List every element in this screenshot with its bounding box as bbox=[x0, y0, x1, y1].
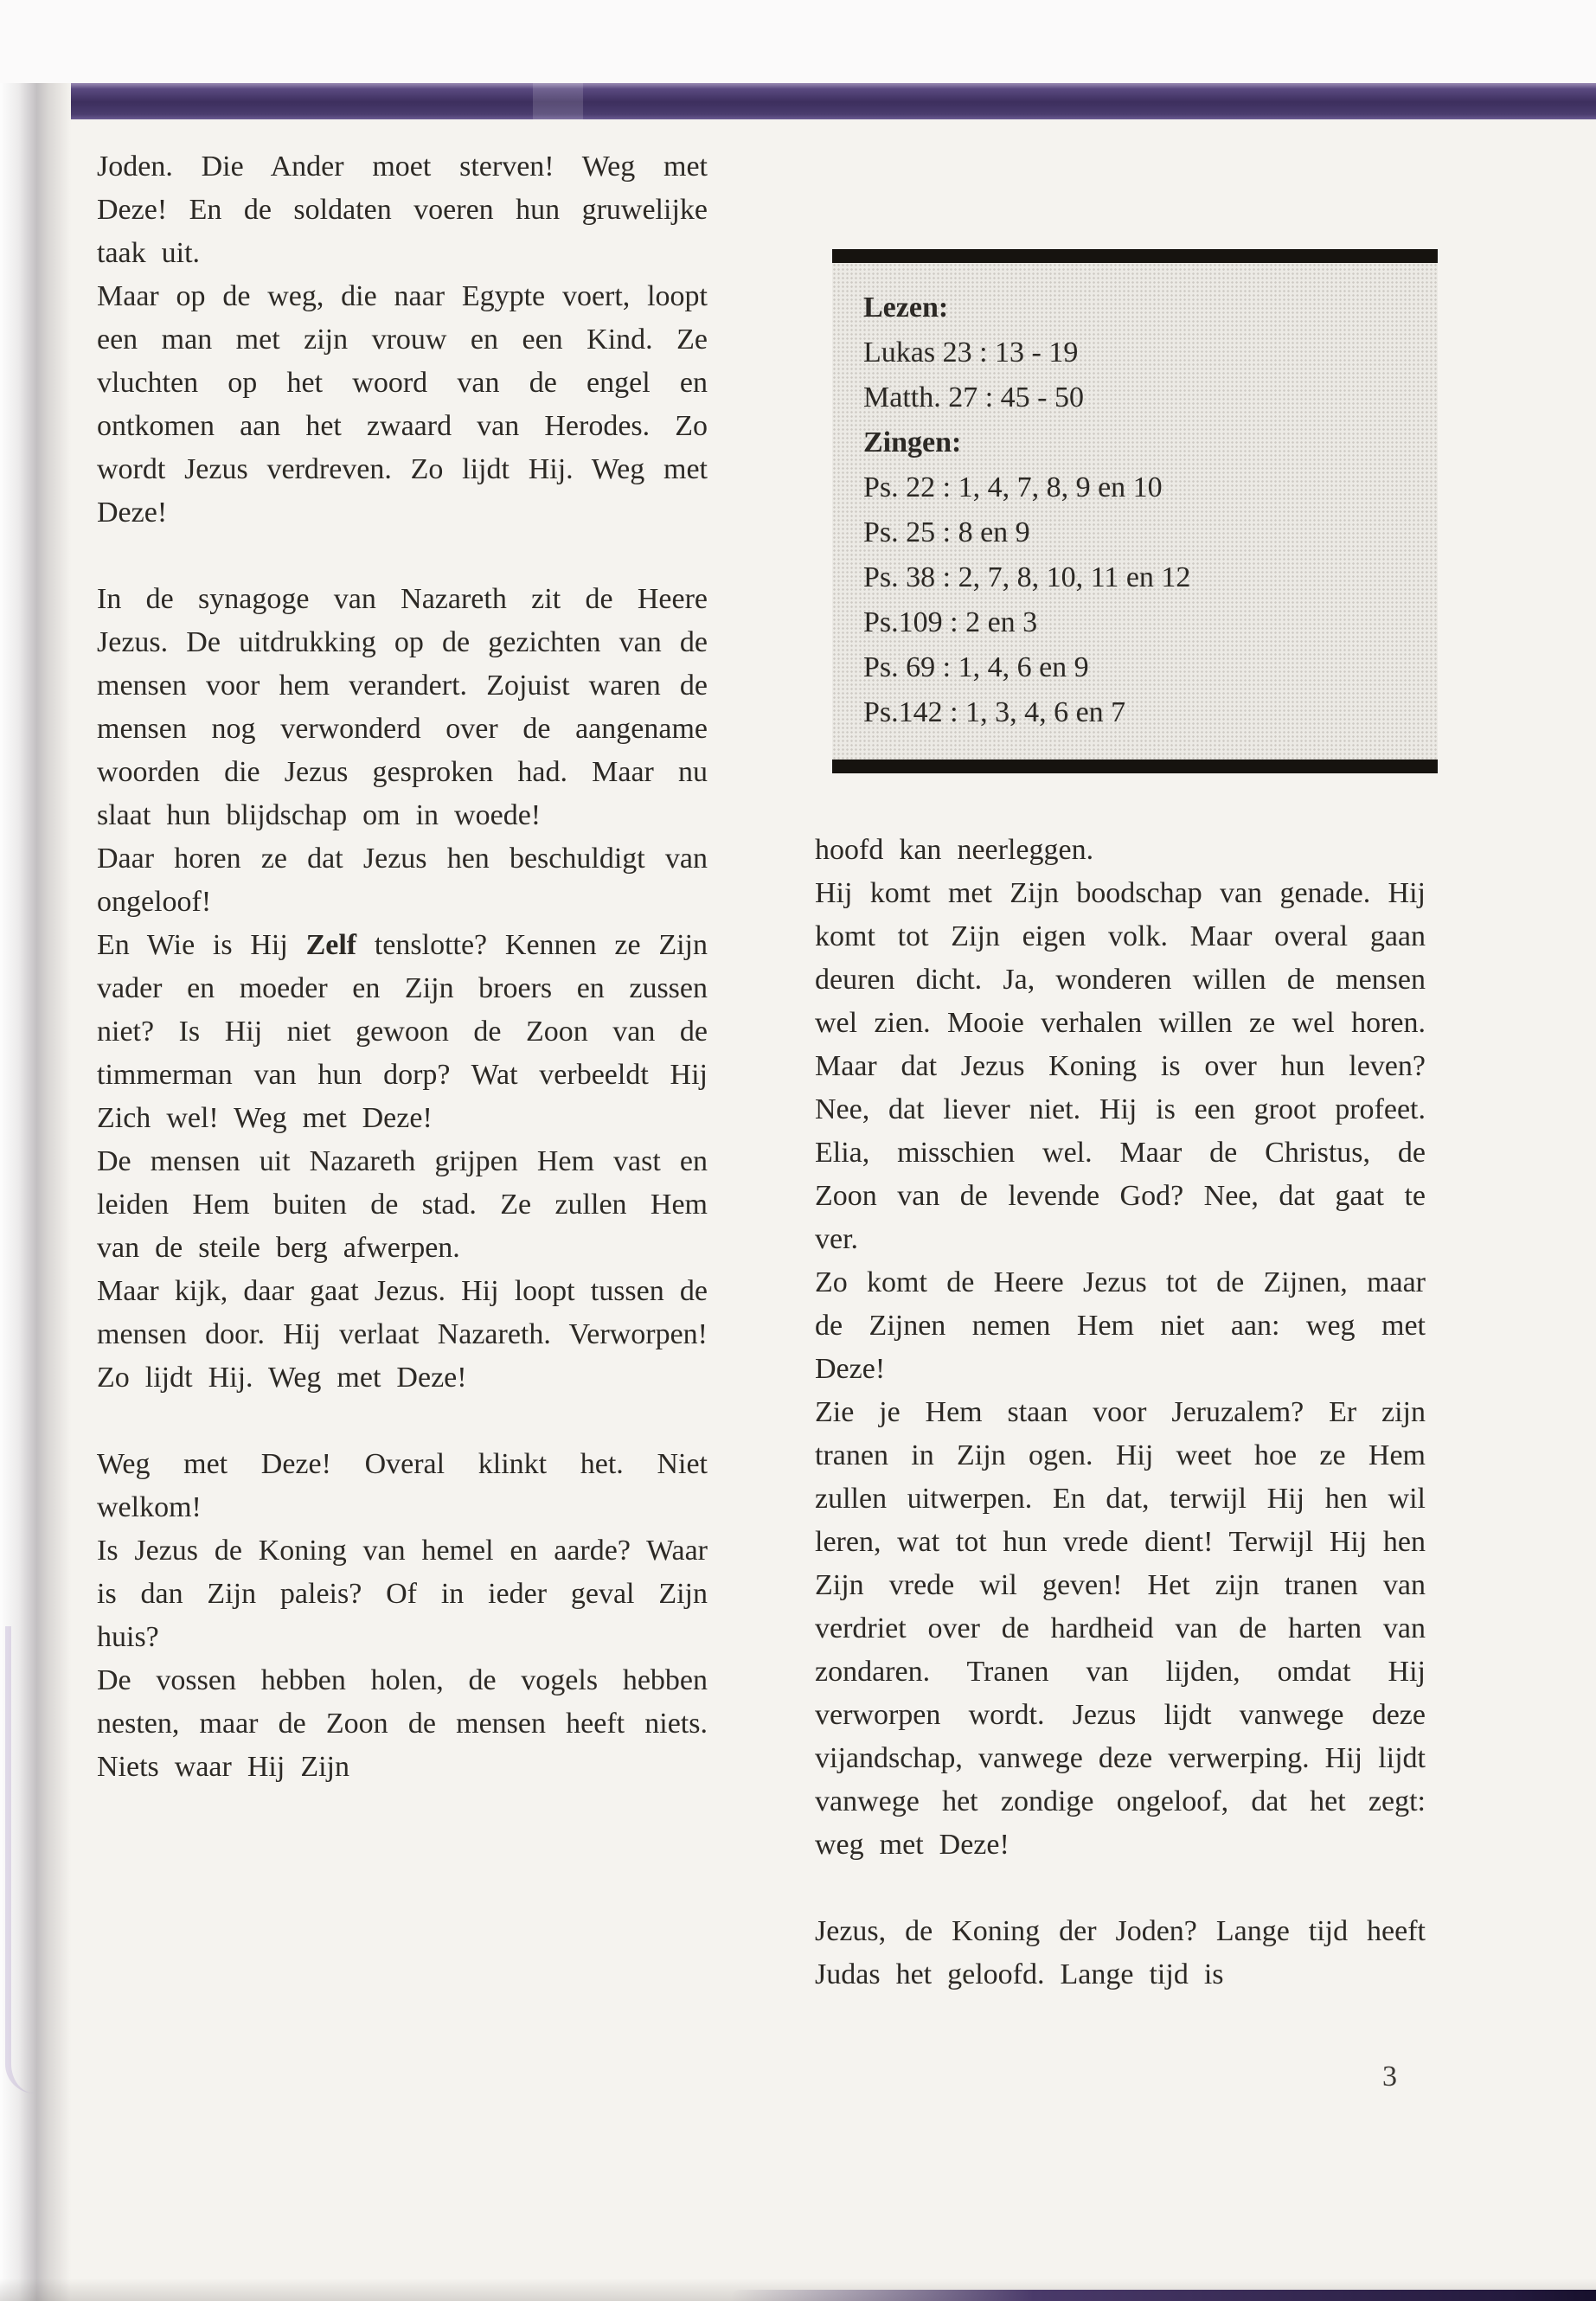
reading-box-line: Lezen: bbox=[863, 292, 949, 324]
paragraph: Is Jezus de Koning van hemel en aarde? Waar is dan Zijn paleis? Of in ieder geval Zijn huis? bbox=[97, 1535, 708, 1653]
reading-box-top-bar bbox=[832, 249, 1438, 263]
paragraph: Maar kijk, daar gaat Jezus. Hij loopt tussen de mensen door. Hij verlaat Nazareth. Verworpen! Zo lijdt Hij. Weg met Deze! bbox=[97, 1275, 708, 1394]
paragraph: Maar op de weg, die naar Egypte voert, loopt een man met zijn vrouw en een Kind. Ze vluchten op het woord van de engel en ontkomen aan het zwaard van Herodes. Zo wordt Jezus verdreven. Zo lijdt Hij. Weg met Deze! bbox=[97, 280, 708, 529]
paragraph: Joden. Die Ander moet sterven! Weg met Deze! En de soldaten voeren hun gruwelijke taak uit. bbox=[97, 151, 708, 269]
reading-box-line: Ps. 22 : 1, 4, 7, 8, 9 en 10 bbox=[863, 471, 1163, 503]
paragraph: De mensen uit Nazareth grijpen Hem vast en leiden Hem buiten de stad. Ze zullen Hem van de steile berg afwerpen. bbox=[97, 1145, 708, 1264]
reading-box-line: Matth. 27 : 45 - 50 bbox=[863, 381, 1084, 413]
page-number: 3 bbox=[1382, 2061, 1397, 2093]
paragraph: Weg met Deze! Overal klinkt het. Niet welkom! bbox=[97, 1448, 708, 1523]
top-purple-band bbox=[55, 83, 1596, 119]
reading-box bbox=[832, 249, 1438, 773]
paragraph: Zo komt de Heere Jezus tot de Zijnen, maar de Zijnen nemen Hem niet aan: weg met Deze! bbox=[815, 1266, 1426, 1385]
book-cover-edge bbox=[731, 2290, 1596, 2301]
reading-box-line: Ps.142 : 1, 3, 4, 6 en 7 bbox=[863, 696, 1126, 728]
paragraph: En Wie is Hij Zelf tenslotte? Kennen ze Zijn vader en moeder en Zijn broers en zussen niet? Is Hij niet gewoon de Zoon van de timmerman van hun dorp? Wat verbeeldt Hij Zich wel! Weg met Deze! bbox=[97, 929, 708, 1134]
reading-box-line: Ps.109 : 2 en 3 bbox=[863, 606, 1038, 638]
left-column bbox=[97, 145, 708, 1789]
paragraph: Jezus, de Koning der Joden? Lange tijd heeft Judas het geloofd. Lange tijd is bbox=[815, 1915, 1426, 1990]
spine-shadow-curve bbox=[5, 1626, 35, 2093]
paragraph: Zie je Hem staan voor Jeruzalem? Er zijn tranen in Zijn ogen. Hij weet hoe ze Hem zullen uitwerpen. En dat, terwijl Hij hen wil leren, wat tot hun vrede dient! Terwijl Hij hen Zijn vrede wil geven! Het zijn tranen van verdriet over de hardheid van de harten van zondaren. Tranen van lijden, omdat Hij verworpen wordt. Jezus lijdt vanwege deze vijandschap, vanwege deze verwerping. Hij lijdt vanwege het zondige ongeloof, dat het zegt: weg met Deze! bbox=[815, 1396, 1426, 1861]
paragraph: Hij komt met Zijn boodschap van genade. Hij komt tot Zijn eigen volk. Maar overal gaan deuren dicht. Ja, wonderen willen de mensen wel zien. Mooie verhalen willen ze wel horen. Maar dat Jezus Koning is over hun leven? Nee, dat liever niet. Hij is een groot profeet. Elia, misschien wel. Maar de Christus, de Zoon van de levende God? Nee, dat gaat te ver. bbox=[815, 877, 1426, 1255]
right-column bbox=[815, 829, 1426, 1997]
paragraph: Daar horen ze dat Jezus hen beschuldigt van ongeloof! bbox=[97, 843, 708, 918]
paragraph: hoofd kan neerleggen. bbox=[815, 834, 1094, 866]
reading-box-line: Ps. 25 : 8 en 9 bbox=[863, 516, 1030, 548]
page-top-margin bbox=[0, 0, 1596, 83]
reading-box-content bbox=[832, 263, 1438, 760]
reading-box-line: Lukas 23 : 13 - 19 bbox=[863, 336, 1079, 369]
paragraph: De vossen hebben holen, de vogels hebben nesten, maar de Zoon de mensen heeft niets. Niets waar Hij Zijn bbox=[97, 1664, 708, 1783]
paragraph: In de synagoge van Nazareth zit de Heere Jezus. De uitdrukking op de gezichten van de mensen voor hem verandert. Zojuist waren de mensen nog verwonderd over de aangename woorden die Jezus gesproken had. Maar nu slaat hun blijdschap om in woede! bbox=[97, 583, 708, 831]
reading-box-line: Ps. 69 : 1, 4, 6 en 9 bbox=[863, 651, 1089, 683]
reading-box-line: Zingen: bbox=[863, 426, 962, 458]
reading-box-line: Ps. 38 : 2, 7, 8, 10, 11 en 12 bbox=[863, 561, 1191, 593]
reading-box-bottom-bar bbox=[832, 760, 1438, 773]
